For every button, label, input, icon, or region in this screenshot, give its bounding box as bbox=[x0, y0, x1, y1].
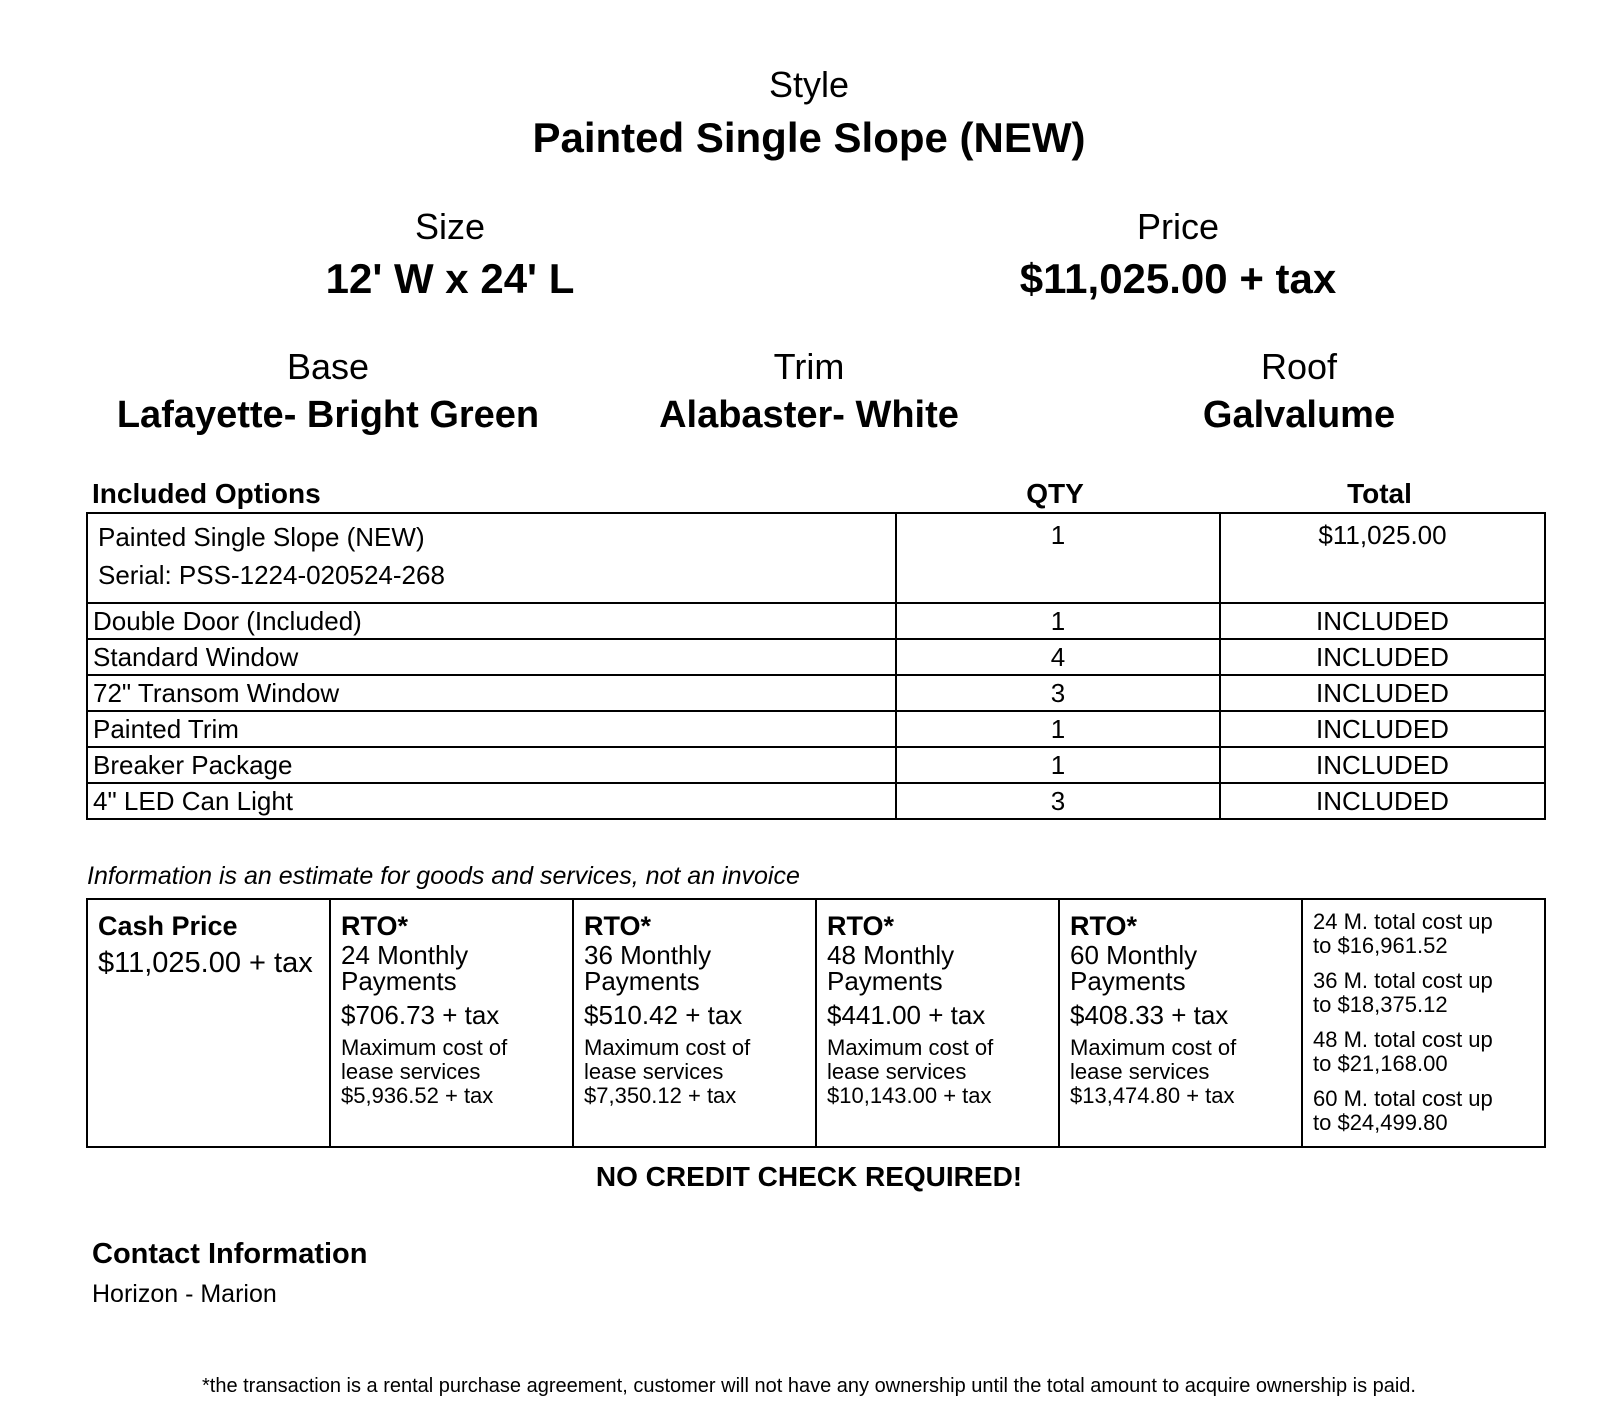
total-cost-36 bbox=[1313, 969, 1536, 1017]
rto-term-unit: Payments bbox=[341, 966, 457, 996]
rto-monthly-amount: $510.42 + tax bbox=[584, 1000, 743, 1030]
cash-price-title: Cash Price bbox=[98, 911, 238, 941]
price-label: Price bbox=[1136, 206, 1220, 247]
rto-term: 60 Monthly bbox=[1070, 940, 1198, 970]
table-row bbox=[87, 783, 1545, 819]
option-qty: 3 bbox=[896, 783, 1220, 819]
total-cost-line: 24 M. total cost up bbox=[1313, 909, 1493, 934]
option-qty: 1 bbox=[896, 711, 1220, 747]
option-name: Standard Window bbox=[87, 639, 896, 675]
total-cost-24 bbox=[1313, 910, 1536, 958]
roof-value: Galvalume bbox=[1202, 394, 1396, 436]
included-options-table bbox=[86, 512, 1546, 820]
option-name: Painted Trim bbox=[87, 711, 896, 747]
total-cost-line: 60 M. total cost up bbox=[1313, 1086, 1493, 1111]
style-label: Style bbox=[768, 64, 850, 105]
rto-max-label-2: lease services bbox=[1070, 1059, 1210, 1084]
table-row bbox=[87, 711, 1545, 747]
base-label: Base bbox=[286, 346, 370, 387]
option-qty: 1 bbox=[896, 747, 1220, 783]
rto-max-label: Maximum cost of bbox=[584, 1035, 751, 1060]
cash-price-cell bbox=[87, 899, 330, 1147]
option-qty: 4 bbox=[896, 639, 1220, 675]
rto-term: 48 Monthly bbox=[827, 940, 955, 970]
option-name: 72" Transom Window bbox=[87, 675, 896, 711]
total-cost-amount: to $16,961.52 bbox=[1313, 933, 1448, 958]
rto-max-amount: $13,474.80 + tax bbox=[1070, 1083, 1235, 1108]
option-total: INCLUDED bbox=[1220, 639, 1545, 675]
rto-monthly-amount: $706.73 + tax bbox=[341, 1000, 500, 1030]
rto-term-unit: Payments bbox=[1070, 966, 1186, 996]
rto-max-label: Maximum cost of bbox=[341, 1035, 508, 1060]
rto-term-unit: Payments bbox=[827, 966, 943, 996]
option-name-cell bbox=[87, 513, 896, 603]
trim-value: Alabaster- White bbox=[659, 394, 959, 436]
no-credit-check-banner: NO CREDIT CHECK REQUIRED! bbox=[595, 1161, 1023, 1192]
footnote: *the transaction is a rental purchase agreement, customer will not have any ownership until the total amount to acquire ownership is paid. bbox=[201, 1375, 1416, 1397]
rto-max-label-2: lease services bbox=[341, 1059, 481, 1084]
option-qty: 1 bbox=[896, 513, 1220, 603]
style-value: Painted Single Slope (NEW) bbox=[532, 114, 1086, 161]
option-total: INCLUDED bbox=[1220, 675, 1545, 711]
contact-heading: Contact Information bbox=[92, 1238, 368, 1270]
rto-24-cell bbox=[330, 899, 573, 1147]
payment-options-table bbox=[86, 898, 1546, 1148]
trim-label: Trim bbox=[773, 346, 845, 387]
option-total: INCLUDED bbox=[1220, 603, 1545, 639]
option-qty: 1 bbox=[896, 603, 1220, 639]
option-total: INCLUDED bbox=[1220, 783, 1545, 819]
qty-header: QTY bbox=[1026, 478, 1084, 509]
contact-value: Horizon - Marion bbox=[92, 1280, 277, 1308]
rto-48-cell bbox=[816, 899, 1059, 1147]
total-cost-line: 48 M. total cost up bbox=[1313, 1027, 1493, 1052]
included-options-header: Included Options bbox=[92, 478, 321, 509]
price-value: $11,025.00 + tax bbox=[1019, 255, 1337, 302]
option-total: INCLUDED bbox=[1220, 747, 1545, 783]
total-cost-cell bbox=[1302, 899, 1545, 1147]
option-name: Breaker Package bbox=[87, 747, 896, 783]
rto-monthly-amount: $408.33 + tax bbox=[1070, 1000, 1229, 1030]
rto-title: RTO* bbox=[341, 911, 409, 941]
rto-term-unit: Payments bbox=[584, 966, 700, 996]
option-name: Double Door (Included) bbox=[87, 603, 896, 639]
size-value: 12' W x 24' L bbox=[325, 255, 575, 302]
rto-max-amount: $5,936.52 + tax bbox=[341, 1083, 494, 1108]
rto-max-label: Maximum cost of bbox=[827, 1035, 994, 1060]
option-total: INCLUDED bbox=[1220, 711, 1545, 747]
table-row bbox=[87, 603, 1545, 639]
option-name: Painted Single Slope (NEW) bbox=[98, 522, 425, 552]
total-header: Total bbox=[1347, 478, 1412, 509]
table-row bbox=[87, 639, 1545, 675]
rto-title: RTO* bbox=[584, 911, 652, 941]
rto-60-cell bbox=[1059, 899, 1302, 1147]
base-value: Lafayette- Bright Green bbox=[116, 394, 540, 436]
total-cost-amount: to $24,499.80 bbox=[1313, 1110, 1448, 1135]
option-qty: 3 bbox=[896, 675, 1220, 711]
table-row bbox=[87, 675, 1545, 711]
option-serial: Serial: PSS-1224-020524-268 bbox=[98, 560, 445, 590]
total-cost-60 bbox=[1313, 1087, 1536, 1135]
rto-max-label-2: lease services bbox=[827, 1059, 967, 1084]
total-cost-48 bbox=[1313, 1028, 1536, 1076]
rto-max-label-2: lease services bbox=[584, 1059, 724, 1084]
rto-36-cell bbox=[573, 899, 816, 1147]
table-row bbox=[87, 747, 1545, 783]
rto-term: 24 Monthly bbox=[341, 940, 469, 970]
rto-max-amount: $10,143.00 + tax bbox=[827, 1083, 992, 1108]
cash-price-amount: $11,025.00 + tax bbox=[98, 947, 313, 979]
table-row bbox=[87, 513, 1545, 603]
size-label: Size bbox=[414, 206, 486, 247]
rto-title: RTO* bbox=[827, 911, 895, 941]
rto-max-amount: $7,350.12 + tax bbox=[584, 1083, 737, 1108]
total-cost-amount: to $18,375.12 bbox=[1313, 992, 1448, 1017]
roof-label: Roof bbox=[1260, 346, 1338, 387]
option-name: 4" LED Can Light bbox=[87, 783, 896, 819]
estimate-note: Information is an estimate for goods and services, not an invoice bbox=[87, 862, 800, 890]
total-cost-amount: to $21,168.00 bbox=[1313, 1051, 1448, 1076]
rto-title: RTO* bbox=[1070, 911, 1138, 941]
total-cost-line: 36 M. total cost up bbox=[1313, 968, 1493, 993]
option-total: $11,025.00 bbox=[1220, 513, 1545, 603]
rto-monthly-amount: $441.00 + tax bbox=[827, 1000, 986, 1030]
rto-term: 36 Monthly bbox=[584, 940, 712, 970]
rto-max-label: Maximum cost of bbox=[1070, 1035, 1237, 1060]
